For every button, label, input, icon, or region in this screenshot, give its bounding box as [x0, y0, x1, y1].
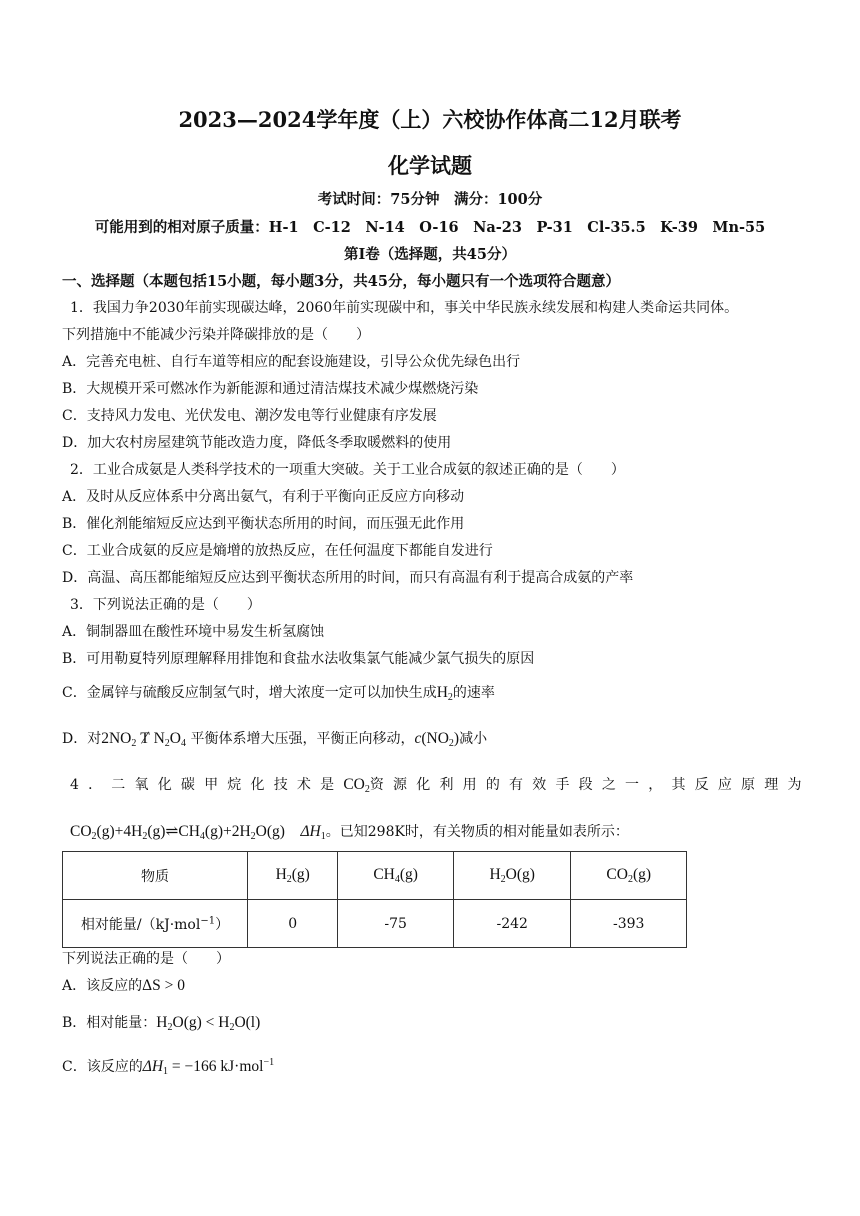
q4-c-dh: ΔH: [142, 1058, 164, 1075]
q4-equation-line: [70, 821, 629, 842]
q4-b-mid: O(g) < H: [172, 1014, 230, 1031]
q2-stem: 2．工业合成氨是人类科学技术的一项重大突破。关于工业合成氨的叙述正确的是（ ）: [70, 462, 625, 478]
table-header-label: 物质: [63, 852, 248, 900]
q4-eq-g2: (g)⇌CH: [147, 823, 200, 840]
col-h2-sub: 2: [286, 874, 292, 885]
col-h2o-state: O(g): [505, 866, 535, 883]
q3-d-mid: 平衡体系增大压强，平衡正向移动，: [190, 731, 415, 747]
table-col-co2: [571, 852, 687, 900]
time-score-line: 考试时间：75分钟 满分：100分: [317, 191, 543, 208]
q1-option-c: C．支持风力发电、光伏发电、潮汐发电等行业健康有序发展: [62, 408, 437, 424]
q4-c-value: = −166 kJ·mol: [168, 1058, 264, 1075]
q3-stem: 3．下列说法正确的是（ ）: [70, 597, 261, 613]
q4-eq-h2-sub: 2: [142, 831, 148, 842]
table-value-row: [63, 900, 687, 948]
q4-b-sub1: 2: [167, 1022, 173, 1033]
q4-c-sup: −1: [263, 1056, 275, 1068]
q3-d-paren-sub: 2: [448, 738, 454, 749]
q4-equation: [70, 823, 326, 840]
q3-option-c: [62, 682, 495, 703]
q3-c-formula: [437, 684, 453, 701]
q2-option-b: B．催化剂能缩短反应达到平衡状态所用的时间，而压强无此作用: [62, 516, 465, 532]
q3-d-c: c: [414, 730, 422, 747]
atomic-masses-line: 可能用到的相对原子质量：H-1 C-12 N-14 O-16 Na-23 P-31 Cl-35.5 K-39 Mn-55: [94, 219, 766, 236]
exam-subject: 化学试题: [388, 153, 472, 178]
section-heading: 一、选择题（本题包括15小题，每小题3分，共45分，每小题只有一个选项符合题意）: [62, 273, 620, 290]
q3-d-prefix: D．对: [62, 731, 102, 747]
q2-option-c: C．工业合成氨的反应是熵增的放热反应，在任何温度下都能自发进行: [62, 543, 493, 559]
q2-option-d: D．高温、高压都能缩短反应达到平衡状态所用的时间，而只有高温有利于提高合成氨的产率: [62, 570, 634, 586]
table-col-h2o: [453, 852, 571, 900]
q4-a-prefix: A．该反应的: [62, 978, 143, 994]
q4-b-prefix: B．相对能量：: [62, 1015, 157, 1031]
volume-heading: 第Ⅰ卷（选择题，共45分）: [344, 246, 516, 263]
q4-a-formula: ΔS > 0: [142, 977, 185, 994]
col-h2o-name: H: [489, 866, 501, 883]
q1-stem-line1: 1．我国力争2030年前实现碳达峰，2060年前实现碳中和，事关中华民族永续发展和构建人类命运共同体。: [70, 300, 739, 316]
q4-eq-h2o-sub: 2: [250, 831, 256, 842]
q4-eq-g4: O(g): [255, 823, 285, 840]
q3-d-paren: (NO: [421, 730, 449, 747]
q4-stem-co: CO: [343, 776, 365, 793]
q4-c-formula: [143, 1058, 274, 1075]
table-col-ch4: [338, 852, 454, 900]
q3-d-suffix: 减小: [459, 731, 488, 747]
q3-d-n2-sub: 2: [164, 738, 170, 749]
table-header-row: [63, 852, 687, 900]
col-co2-sub: 2: [627, 874, 633, 885]
q3-d-no2-sub: 2: [131, 738, 137, 749]
q3-option-b: B．可用勒夏特列原理解释用排饱和食盐水法收集氯气能减少氯气损失的原因: [62, 651, 535, 667]
row-label-text: 相对能量/（kJ·mol: [80, 916, 201, 933]
q1-stem-line2: 下列措施中不能减少污染并降碳排放的是（ ）: [62, 327, 370, 343]
q1-option-a: A．完善充电桩、自行车道等相应的配套设施建设，引导公众优先绿色出行: [62, 354, 521, 370]
q3-d-eq-mid: Ⱦ N: [136, 730, 165, 747]
q4-stem-part1: 4．二氧化碳甲烷化技术是: [70, 777, 344, 793]
row-label-end: ）: [215, 916, 230, 933]
q4-c-prefix: C．该反应的: [62, 1059, 143, 1075]
q4-c-sub: 1: [163, 1066, 169, 1077]
q4-stem-co2: [343, 776, 370, 793]
q4-b-h1: H: [156, 1014, 168, 1031]
q2-option-a: A．及时从反应体系中分离出氨气，有利于平衡向正反应方向移动: [62, 489, 465, 505]
q4-option-b: [62, 1012, 260, 1033]
q3-d-conc: [414, 730, 459, 747]
q4-b-formula: [156, 1014, 260, 1031]
q4-stem-part2: 资源化利用的有效手段之一，其反应原理为: [369, 777, 811, 793]
q3-c-prefix: C．金属锌与硫酸反应制氢气时，增大浓度一定可以加快生成: [62, 685, 437, 701]
q4-b-sub2: 2: [229, 1022, 235, 1033]
q4-eq-g3: (g)+2H: [204, 823, 251, 840]
q4-eq-ch4-sub: 4: [199, 831, 205, 842]
q3-option-d: [62, 728, 487, 749]
q3-d-o4-sub: 4: [181, 738, 186, 749]
table-cell-co2: -393: [571, 900, 687, 948]
table-cell-h2: 0: [248, 900, 338, 948]
relative-energy-table: [62, 851, 687, 948]
q3-d-no2: 2NO: [101, 730, 132, 747]
q3-c-sub: 2: [447, 692, 453, 703]
col-co2-name: CO: [606, 866, 628, 883]
col-h2o-sub: 2: [500, 874, 506, 885]
q4-eq-tail: 。已知298K时，有关物质的相对能量如表所示：: [325, 824, 629, 840]
q3-option-a: A．铜制器皿在酸性环境中易发生析氢腐蚀: [62, 624, 325, 640]
q4-eq-dh-sub: 1: [320, 831, 326, 842]
q3-d-o: O: [169, 730, 181, 747]
col-ch4-name: CH: [373, 866, 395, 883]
row-label-sup: −1: [200, 914, 216, 926]
q1-option-b: B．大规模开采可燃冰作为新能源和通过清洁煤技术减少煤燃烧污染: [62, 381, 479, 397]
table-col-h2: [248, 852, 338, 900]
col-ch4-state: (g): [399, 866, 418, 883]
q4-eq-co: CO: [70, 823, 92, 840]
col-ch4-sub: 4: [394, 874, 400, 885]
col-h2-name: H: [275, 866, 287, 883]
q4-b-end: O(l): [234, 1014, 261, 1031]
table-cell-ch4: -75: [338, 900, 454, 948]
table-cell-h2o: -242: [453, 900, 571, 948]
q3-c-suffix: 的速率: [452, 685, 495, 701]
table-row-label: [63, 900, 248, 948]
q4-after-table: 下列说法正确的是（ ）: [62, 951, 230, 967]
q4-eq-dh: ΔH: [300, 823, 321, 840]
col-h2-state: (g): [291, 866, 310, 883]
q4-eq-g1: (g)+4H: [96, 823, 143, 840]
q3-c-h: H: [436, 684, 448, 701]
q1-option-d: D．加大农村房屋建筑节能改造力度，降低冬季取暖燃料的使用: [62, 435, 452, 451]
col-co2-state: (g): [632, 866, 652, 883]
q3-d-close: ): [453, 730, 460, 747]
exam-title: 2023—2024学年度（上）六校协作体高二12月联考: [178, 107, 682, 132]
q4-eq-co2-sub: 2: [91, 831, 97, 842]
q4-stem-line1: [70, 774, 811, 795]
q3-d-equation: [101, 730, 186, 747]
q4-option-a: [62, 975, 185, 995]
q4-option-c: [62, 1056, 274, 1077]
q4-stem-co2-sub: 2: [364, 784, 370, 795]
